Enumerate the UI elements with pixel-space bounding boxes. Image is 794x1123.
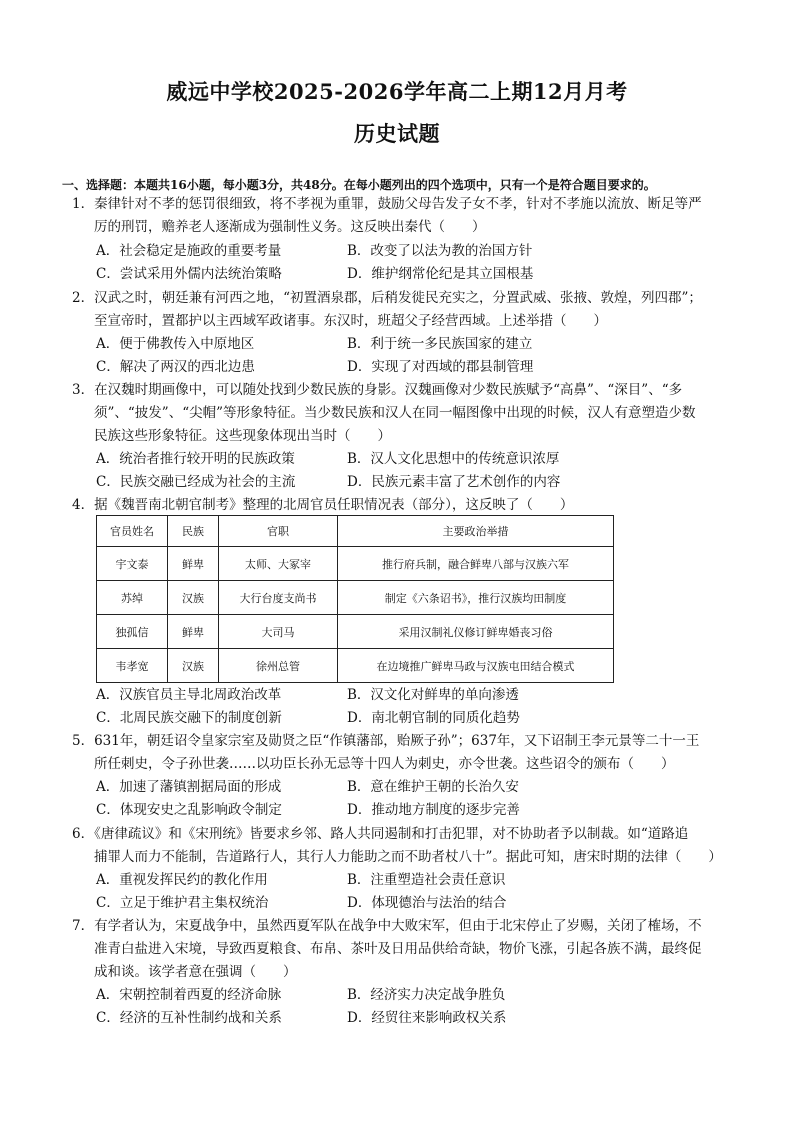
table-cell: 大行台度支尚书 <box>219 581 338 615</box>
table-cell: 鲜卑 <box>168 615 219 649</box>
question-3-line-3: 民族这些形象特征。这些现象体现出当时（ ） <box>94 428 391 444</box>
table-cell: 制定《六条诏书》，推行汉族均田制度 <box>338 581 614 615</box>
question-6-option-b: B．注重塑造社会责任意识 <box>347 872 506 888</box>
question-7-line-1: 7．有学者认为，宋夏战争中，虽然西夏军队在战争中大败宋军，但由于北宋停止了岁赐，关闭了榷场，不 <box>72 918 702 934</box>
table-cell: 太师、大冢宰 <box>219 547 338 581</box>
question-3-option-c: C．民族交融已经成为社会的主流 <box>96 474 296 490</box>
table-cell: 汉族 <box>168 581 219 615</box>
question-1-line-2: 厉的刑罚，赡养老人逐渐成为强制性义务。这反映出秦代（ ） <box>94 219 486 235</box>
section-heading: 一、选择题：本题共16小题，每小题3分，共48分。在每小题列出的四个选项中，只有一个是符合题目要求的。 <box>62 178 656 192</box>
question-5-line-2: 所任刺史，令子孙世袭……以功臣长孙无忌等十四人为刺史，亦令世袭。这些诏令的颁布（ ） <box>94 756 675 772</box>
question-4-option-b: B．汉文化对鲜卑的单向渗透 <box>347 687 519 703</box>
question-7-option-c: C．经济的互补性制约战和关系 <box>96 1010 282 1026</box>
question-5-line-1: 5．631年，朝廷诏令皇家宗室及勋贤之臣“作镇藩部，贻厥子孙”；637年，又下诏制王李元景等二十一王 <box>72 733 700 749</box>
table-header-cell: 官员姓名 <box>97 516 168 547</box>
question-2-line-2: 至宣帝时，置都护以主西域军政诸事。东汉时，班超父子经营西域。上述举措（ ） <box>94 313 607 329</box>
question-5-option-a: A．加速了藩镇割据局面的形成 <box>96 779 282 795</box>
question-7-option-b: B．经济实力决定战争胜负 <box>347 987 506 1003</box>
question-6-line-2: 捕罪人而力不能制，告道路行人，其行人力能助之而不助者杖八十”。据此可知，唐宋时期的法律（ ） <box>94 849 722 865</box>
table-header-row <box>97 516 614 547</box>
question-3-option-a: A．统治者推行较开明的民族政策 <box>96 451 295 467</box>
exam-subtitle: 历史试题 <box>354 121 440 146</box>
question-4-option-d: D．南北朝官制的同质化趋势 <box>347 710 520 726</box>
table-cell: 汉族 <box>168 649 219 683</box>
question-2-option-a: A．便于佛教传入中原地区 <box>96 336 255 352</box>
question-5-option-d: D．推动地方制度的逐步完善 <box>347 802 520 818</box>
question-7-line-2: 准青白盐进入宋境，导致西夏粮食、布帛、茶叶及日用品供给奇缺，物价飞涨，引起各族不满，最终促 <box>94 941 702 957</box>
table-cell: 采用汉制礼仪修订鲜卑婚丧习俗 <box>338 615 614 649</box>
question-4-option-a: A．汉族官员主导北周政治改革 <box>96 687 282 703</box>
table-row <box>97 615 614 649</box>
question-6-line-1: 6．《唐律疏议》和《宋刑统》皆要求乡邻、路人共同遏制和打击犯罪，对不协助者予以制裁。如“道路追 <box>72 826 689 842</box>
question-2-option-b: B．利于统一多民族国家的建立 <box>347 336 533 352</box>
question-3-option-b: B．汉人文化思想中的传统意识浓厚 <box>347 451 560 467</box>
question-3-line-1: 3．在汉魏时期画像中，可以随处找到少数民族的身影。汉魏画像对少数民族赋予“高鼻”、“深目”、“多 <box>72 382 683 398</box>
question-6-option-c: C．立足于维护君主集权统治 <box>96 895 269 911</box>
table-cell: 韦孝宽 <box>97 649 168 683</box>
question-7-line-3: 成和谈。该学者意在强调（ ） <box>94 964 297 980</box>
table-cell: 鲜卑 <box>168 547 219 581</box>
table-cell: 独孤信 <box>97 615 168 649</box>
table-row <box>97 547 614 581</box>
question-1-option-c: C．尝试采用外儒内法统治策略 <box>96 266 282 282</box>
table-cell: 大司马 <box>219 615 338 649</box>
question-1-option-a: A．社会稳定是施政的重要考量 <box>96 243 282 259</box>
question-6-option-d: D．体现德治与法治的结合 <box>347 895 507 911</box>
table-header-cell: 主要政治举措 <box>338 516 614 547</box>
table-cell: 推行府兵制，融合鲜卑八部与汉族六军 <box>338 547 614 581</box>
table-header-cell: 官职 <box>219 516 338 547</box>
question-6-option-a: A．重视发挥民约的教化作用 <box>96 872 268 888</box>
table-cell: 宇文泰 <box>97 547 168 581</box>
question-7-option-d: D．经贸往来影响政权关系 <box>347 1010 507 1026</box>
table-cell: 苏绰 <box>97 581 168 615</box>
question-2-option-d: D．实现了对西域的郡县制管理 <box>347 359 534 375</box>
exam-title: 威远中学校2025-2026学年高二上期12月月考 <box>166 79 628 104</box>
question-4-line-1: 4．据《魏晋南北朝官制考》整理的北周官员任职情况表（部分），这反映了（ ） <box>72 497 574 513</box>
table-header-cell: 民族 <box>168 516 219 547</box>
question-7-option-a: A．宋朝控制着西夏的经济命脉 <box>96 987 282 1003</box>
question-2-line-1: 2．汉武之时，朝廷兼有河西之地，“初置酒泉郡，后稍发徙民充实之，分置武威、张掖、敦煌，列四郡”； <box>72 290 702 306</box>
question-3-option-d: D．民族元素丰富了艺术创作的内容 <box>347 474 561 490</box>
question-1-option-d: D．维护纲常伦纪是其立国根基 <box>347 266 534 282</box>
official-table <box>96 515 614 683</box>
table-row <box>97 649 614 683</box>
question-5-option-b: B．意在维护王朝的长治久安 <box>347 779 519 795</box>
table-cell: 徐州总管 <box>219 649 338 683</box>
table-row <box>97 581 614 615</box>
question-1-line-1: 1．秦律针对不孝的惩罚很细致，将不孝视为重罪，鼓励父母告发子女不孝，针对不孝施以流放、断足等严 <box>72 196 702 212</box>
question-1-option-b: B．改变了以法为教的治国方针 <box>347 243 533 259</box>
question-3-line-2: 须”、“披发”、“尖帽”等形象特征。当少数民族和汉人在同一幅图像中出现的时候，汉人有意塑造少数 <box>94 405 696 421</box>
question-2-option-c: C．解决了两汉的西北边患 <box>96 359 255 375</box>
question-5-option-c: C．体现安史之乱影响政令制定 <box>96 802 282 818</box>
table-cell: 在边境推广鲜卑马政与汉族屯田结合模式 <box>338 649 614 683</box>
question-4-option-c: C．北周民族交融下的制度创新 <box>96 710 282 726</box>
